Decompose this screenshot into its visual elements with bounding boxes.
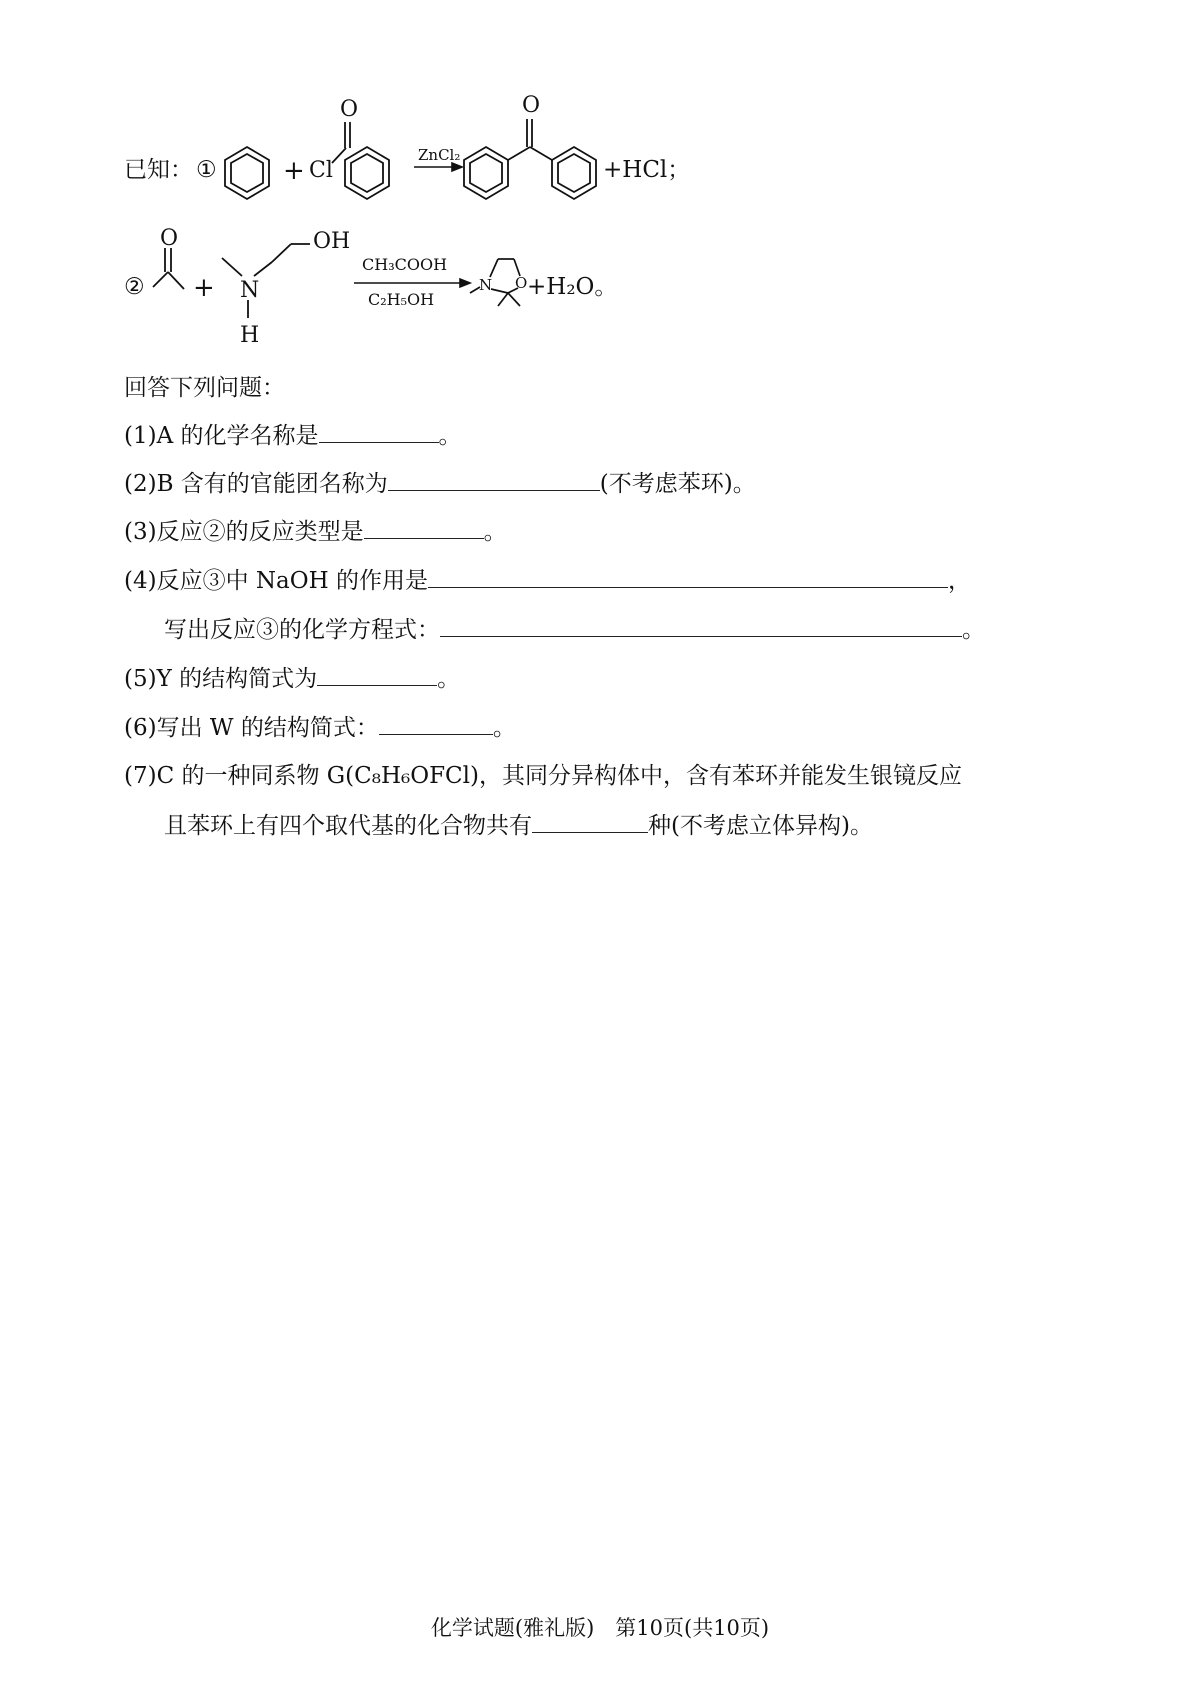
n-methylethanolamine <box>222 244 310 318</box>
answer-blank-4a[interactable] <box>428 565 948 588</box>
question-7-continued-text: 且苯环上有四个取代基的化合物共有 <box>164 813 532 839</box>
reagent-ethanol: C₂H₅OH <box>368 290 435 309</box>
question-4-equation-end: 。 <box>962 617 985 643</box>
reaction2-byproduct: +H₂O。 <box>527 274 618 300</box>
amine-hydrogen: H <box>240 323 260 348</box>
known-prefix: 已知： <box>124 157 193 183</box>
question-4-equation-text: 写出反应③的化学方程式： <box>164 617 440 643</box>
benzophenone <box>464 119 596 199</box>
question-6-end: 。 <box>492 715 516 741</box>
ketone-oxygen: O <box>160 226 179 251</box>
acetone <box>153 248 184 289</box>
question-6 <box>124 712 516 743</box>
question-7 <box>124 761 962 791</box>
question-2 <box>124 468 756 499</box>
question-7-end: 种(不考虑立体异构)。 <box>648 813 873 839</box>
question-2-text: (2)B 含有的官能团名称为 <box>124 471 388 497</box>
question-4-equation <box>164 614 985 645</box>
reagent-acetic-acid: CH₃COOH <box>362 255 448 274</box>
question-5-text: (5)Y 的结构简式为 <box>124 666 318 692</box>
reaction-schemes <box>0 0 1200 360</box>
answer-blank-1[interactable] <box>319 420 439 443</box>
benzene-ring-1 <box>225 147 269 199</box>
question-7-continued <box>164 810 873 841</box>
reaction1-arrow <box>414 163 462 171</box>
question-4-text: (4)反应③中 NaOH 的作用是 <box>124 568 428 594</box>
question-1 <box>124 420 462 451</box>
question-7-text: (7)C 的一种同系物 G(C₈H₆OFCl)，其同分异构体中，含有苯环并能发生银镜反应 <box>124 763 962 789</box>
oxazolidine-product <box>470 259 520 306</box>
benzoyl-chloride <box>332 122 389 199</box>
question-1-text: (1)A 的化学名称是 <box>124 423 319 449</box>
ring-nitrogen: N <box>479 276 493 294</box>
question-5 <box>124 663 460 694</box>
question-5-end: 。 <box>437 666 461 692</box>
question-6-text: (6)写出 W 的结构简式： <box>124 715 379 741</box>
answer-blank-6[interactable] <box>379 712 493 735</box>
amine-nitrogen: N <box>240 278 260 303</box>
question-1-end: 。 <box>438 423 462 449</box>
answer-blank-2[interactable] <box>388 468 600 491</box>
page-footer: 化学试题(雅礼版) 第10页(共10页) <box>430 1616 770 1640</box>
reaction2-plus: + <box>193 273 215 303</box>
acyl-chloride-cl: Cl <box>309 158 333 183</box>
intro-text: 回答下列问题： <box>124 375 285 401</box>
carbonyl-oxygen-2: O <box>522 93 541 118</box>
question-3-text: (3)反应②的反应类型是 <box>124 519 364 545</box>
hydroxyl-group: OH <box>313 229 351 254</box>
reaction2-arrow <box>354 279 470 287</box>
answer-blank-5[interactable] <box>317 663 437 686</box>
answer-blank-3[interactable] <box>364 516 484 539</box>
answer-blank-4b[interactable] <box>440 614 962 637</box>
question-3-end: 。 <box>483 519 507 545</box>
reaction1-byproduct: +HCl； <box>603 157 691 183</box>
ring-oxygen: O <box>515 274 528 292</box>
reaction2-number: ② <box>124 274 145 300</box>
answer-blank-7[interactable] <box>532 810 648 833</box>
question-4 <box>124 565 971 596</box>
question-3 <box>124 516 507 547</box>
carbonyl-oxygen-1: O <box>340 97 359 122</box>
zncl2-catalyst: ZnCl₂ <box>418 146 461 164</box>
question-4-end: ， <box>947 568 971 594</box>
question-2-end: (不考虑苯环)。 <box>599 471 756 497</box>
reaction1-plus: + <box>283 156 305 186</box>
reaction1-number: ① <box>196 157 217 183</box>
